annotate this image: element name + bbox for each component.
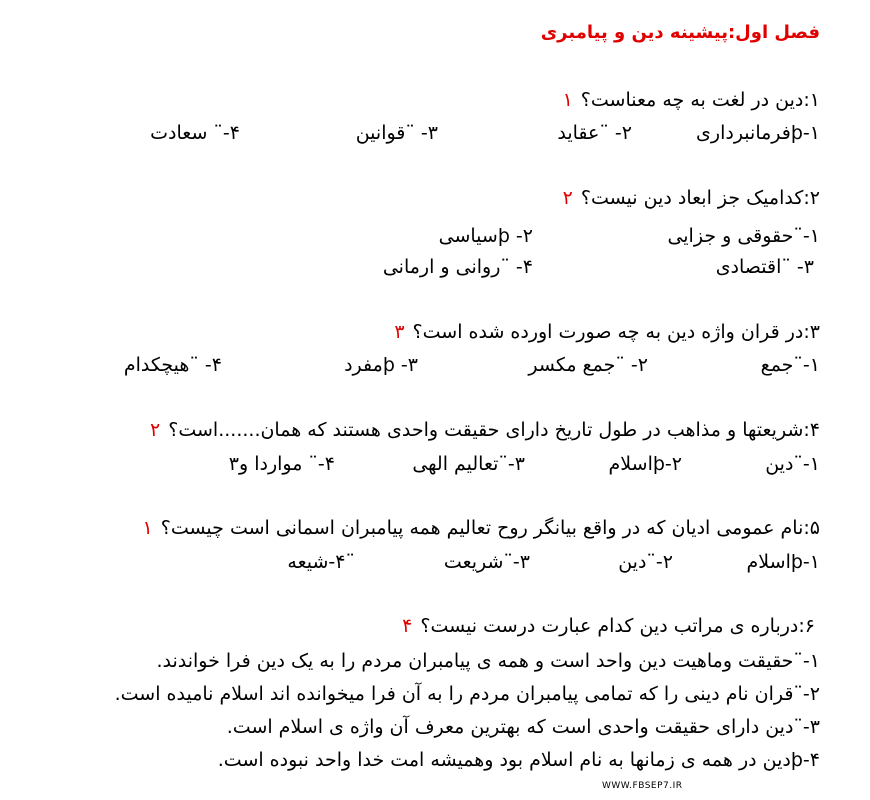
question-6-answer: ۴ [402,615,413,637]
question-4 [150,418,820,442]
chapter-title: فصل اول:پیشینه دین و پیامبری [540,22,820,43]
question-1-text: ۱:دین در لغت به چه معناست؟ [580,89,820,111]
q6-option-3: ۳-¨دین دارای حقیقت واحدی است که بهترین معرف آن واژه ی اسلام است. [226,716,820,738]
question-3-answer: ۳ [394,321,405,343]
watermark: WWW.FBSEP7.IR [602,781,683,791]
question-5-answer: ۱ [142,517,153,539]
question-6-text: ۶:درباره ی مراتب دین کدام عبارت درست نیست؟ [420,615,815,637]
question-2 [563,186,820,210]
question-2-answer: ۲ [562,187,573,209]
q5-option-4: ¨۴-شیعه [287,551,355,573]
q6-option-1: ۱-¨حقیقت وماهیت دین واحد است و همه ی پیامبران مردم را به یک دین فرا خواندند. [156,650,820,672]
question-4-text: ۴:شریعتها و مذاهب در طول تاریخ دارای حقیقت واحدی هستند که همان.......است؟ [168,419,820,441]
q1-option-2: ۲- ¨عقاید [557,122,632,144]
q6-option-4: ۴-þدین در همه ی زمانها به نام اسلام بود وهمیشه امت خدا واحد نبوده است. [217,749,820,771]
question-5 [143,516,820,540]
q3-option-2: ۲- ¨جمع مکسر [528,354,648,376]
q2-option-3: ۳- ¨اقتصادی [715,256,814,278]
q3-option-3: ۳- þمفرد [344,354,418,376]
q6-option-2: ۲-¨قران نام دینی را که تمامی پیامبران مردم را به آن فرا میخوانده اند اسلام نامیده است. [114,683,820,705]
q1-option-1: ۱-þفرمانبرداری [696,122,820,144]
q4-option-3: ۳-¨تعالیم الهی [412,453,525,475]
question-1-answer: ۱ [562,89,573,111]
question-6 [402,614,815,638]
question-4-answer: ۲ [150,419,161,441]
q5-option-1: ۱-þاسلام [746,551,820,573]
question-3-text: ۳:در قران واژه دین به چه صورت اورده شده است؟ [412,321,820,343]
q2-option-4: ۴- ¨روانی و ارمانی [382,256,533,278]
q3-option-4: ۴- ¨هیچکدام [123,354,222,376]
q1-option-4: ۴-¨ سعادت [150,122,240,144]
question-5-text: ۵:نام عمومی ادیان که در واقع بیانگر روح تعالیم همه پیامبران اسمانی است چیست؟ [160,517,820,539]
q5-option-3: ۳-¨شریعت [443,551,530,573]
question-2-text: ۲:کدامیک جز ابعاد دین نیست؟ [580,187,820,209]
q4-option-2: ۲-þاسلام [608,453,682,475]
q1-option-3: ۳- ¨قوانین [355,122,438,144]
q4-option-4: ۴-¨ مواردا و۳ [228,453,335,475]
q2-option-1: ۱-¨حقوقی و جزایی [667,225,820,247]
question-3 [394,320,820,344]
q4-option-1: ۱-¨دین [765,453,820,475]
q3-option-1: ۱-¨جمع [760,354,820,376]
question-1 [563,88,820,112]
q5-option-2: ۲-¨دین [618,551,673,573]
q2-option-2: ۲- þسیاسی [438,225,533,247]
